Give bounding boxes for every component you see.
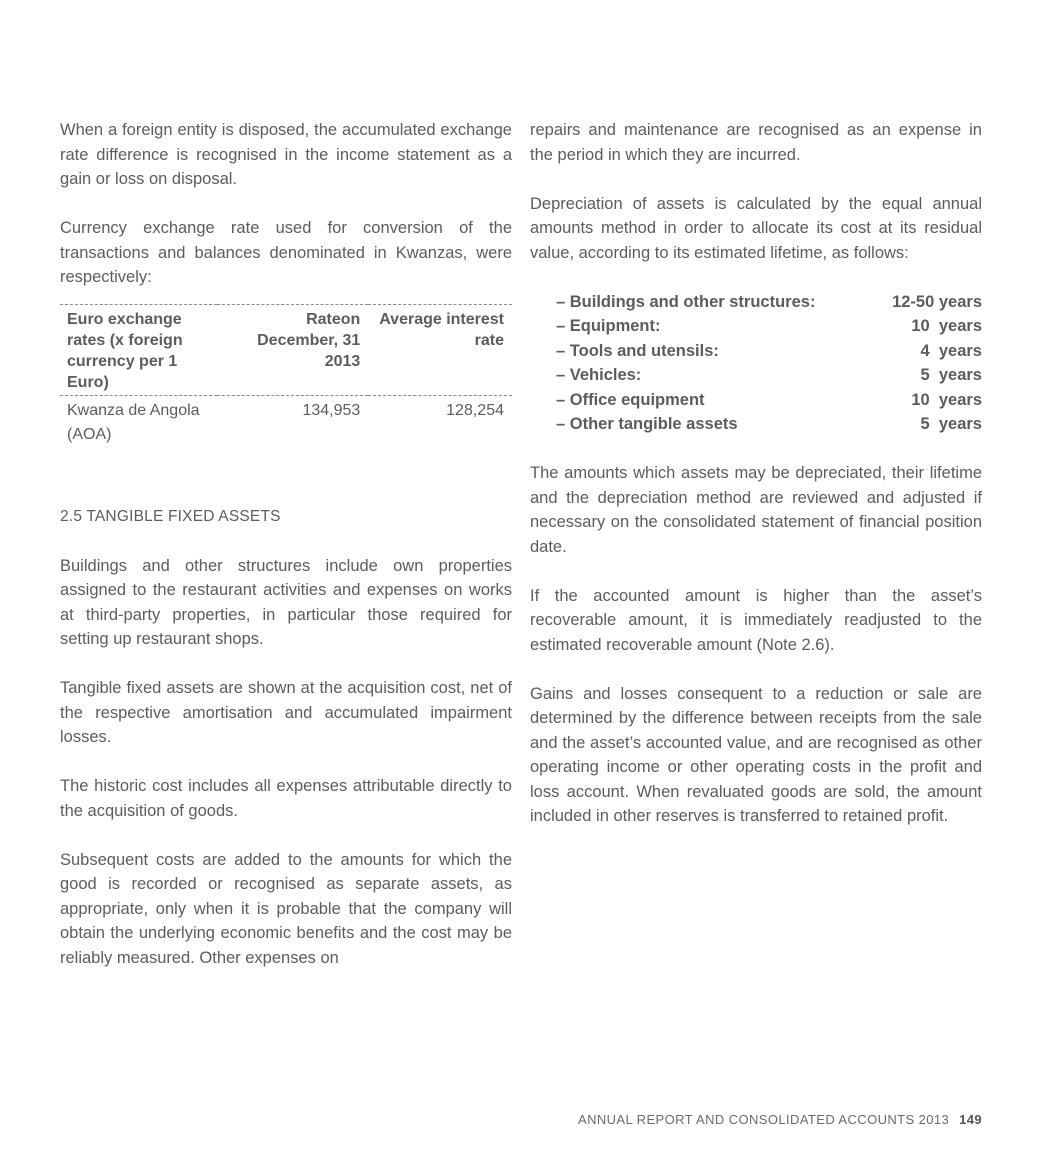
paragraph-exchange-rate: Currency exchange rate used for conversion of the transactions and balances denominated in Kwanzas, were respectively: [60,219,512,286]
section-title: 2.5 TANGIBLE FIXED ASSETS [60,507,281,525]
right-column [530,118,982,853]
paragraph-gains-losses: Gains and losses consequent to a reduction or sale are determined by the difference between receipts from the sale and the asset’s accounted value, and are recognised as other operating income or other operating costs in the profit and loss account. When revaluated goods are sold, the amount included in other reserves is transferred to retained profit. [530,684,982,825]
lifetime-label: – Vehicles: [556,366,642,384]
footer-title: ANNUAL REPORT AND CONSOLIDATED ACCOUNTS 2013 [578,1112,950,1127]
list-item [556,314,982,339]
paragraph-acquisition-cost: Tangible fixed assets are shown at the acquisition cost, net of the respective amortisation and accumulated impairment losses. [60,679,512,746]
paragraph-historic-cost: The historic cost includes all expenses attributable directly to the acquisition of goods. [60,777,512,820]
paragraph-foreign-entity: When a foreign entity is disposed, the accumulated exchange rate difference is recognised in the income statement as a gain or loss on disposal. [60,121,512,188]
list-item [556,363,982,388]
lifetime-value: 5 years [920,415,982,433]
paragraph-repairs: repairs and maintenance are recognised as an expense in the period in which they are incurred. [530,121,982,164]
table-row [60,395,512,449]
paragraph-buildings: Buildings and other structures include own properties assigned to the restaurant activities and expenses on works at third-party properties, in particular those required for setting up restaurant shops. [60,556,512,648]
exchange-rate-table [60,304,512,449]
page-footer [578,1112,982,1127]
cell-currency: Kwanza de Angola (AOA) [67,401,200,443]
lifetime-label: – Tools and utensils: [556,341,719,360]
list-item [556,290,982,315]
column-header-average-rate: Average interest rate [368,304,512,395]
lifetime-value: 5 years [920,366,982,384]
lifetime-label: – Equipment: [556,317,661,335]
list-item [556,412,982,437]
left-column [60,118,512,995]
lifetime-value: 10 years [911,390,982,409]
lifetime-label: – Buildings and other structures: [556,292,816,311]
lifetime-value: 4 years [920,341,982,360]
table-header-row [60,304,512,395]
lifetime-label: – Other tangible assets [556,415,738,433]
cell-average-rate: 128,254 [446,401,504,419]
paragraph-depreciation: Depreciation of assets is calculated by the equal annual amounts method in order to allocate its cost at its residual value, according to its estimated lifetime, as follows: [530,194,982,262]
column-header-currency: Euro exchange rates (x foreign currency per 1 Euro) [60,304,217,395]
paragraph-review: The amounts which assets may be depreciated, their lifetime and the depreciation method are reviewed and adjusted if necessary on the consolidated statement of financial position date. [530,464,982,556]
lifetime-list [530,290,982,437]
list-item [556,388,982,413]
column-header-rate-december: Rateon December, 31 2013 [217,304,368,395]
paragraph-recoverable-amount: If the accounted amount is higher than the asset’s recoverable amount, it is immediately readjusted to the estimated recoverable amount (Note 2.6). [530,586,982,654]
list-item [556,339,982,364]
cell-rate-december: 134,953 [302,401,361,419]
lifetime-value: 10 years [911,317,982,335]
lifetime-label: – Office equipment [556,390,705,409]
page-number: 149 [959,1112,982,1127]
paragraph-subsequent-costs: Subsequent costs are added to the amounts for which the good is recorded or recognised as separate assets, as appropriate, only when it is probable that the company will obtain the underlying economic benefits and the cost may be reliably measured. Other expenses on [60,850,512,967]
lifetime-value: 12-50 years [892,292,982,311]
